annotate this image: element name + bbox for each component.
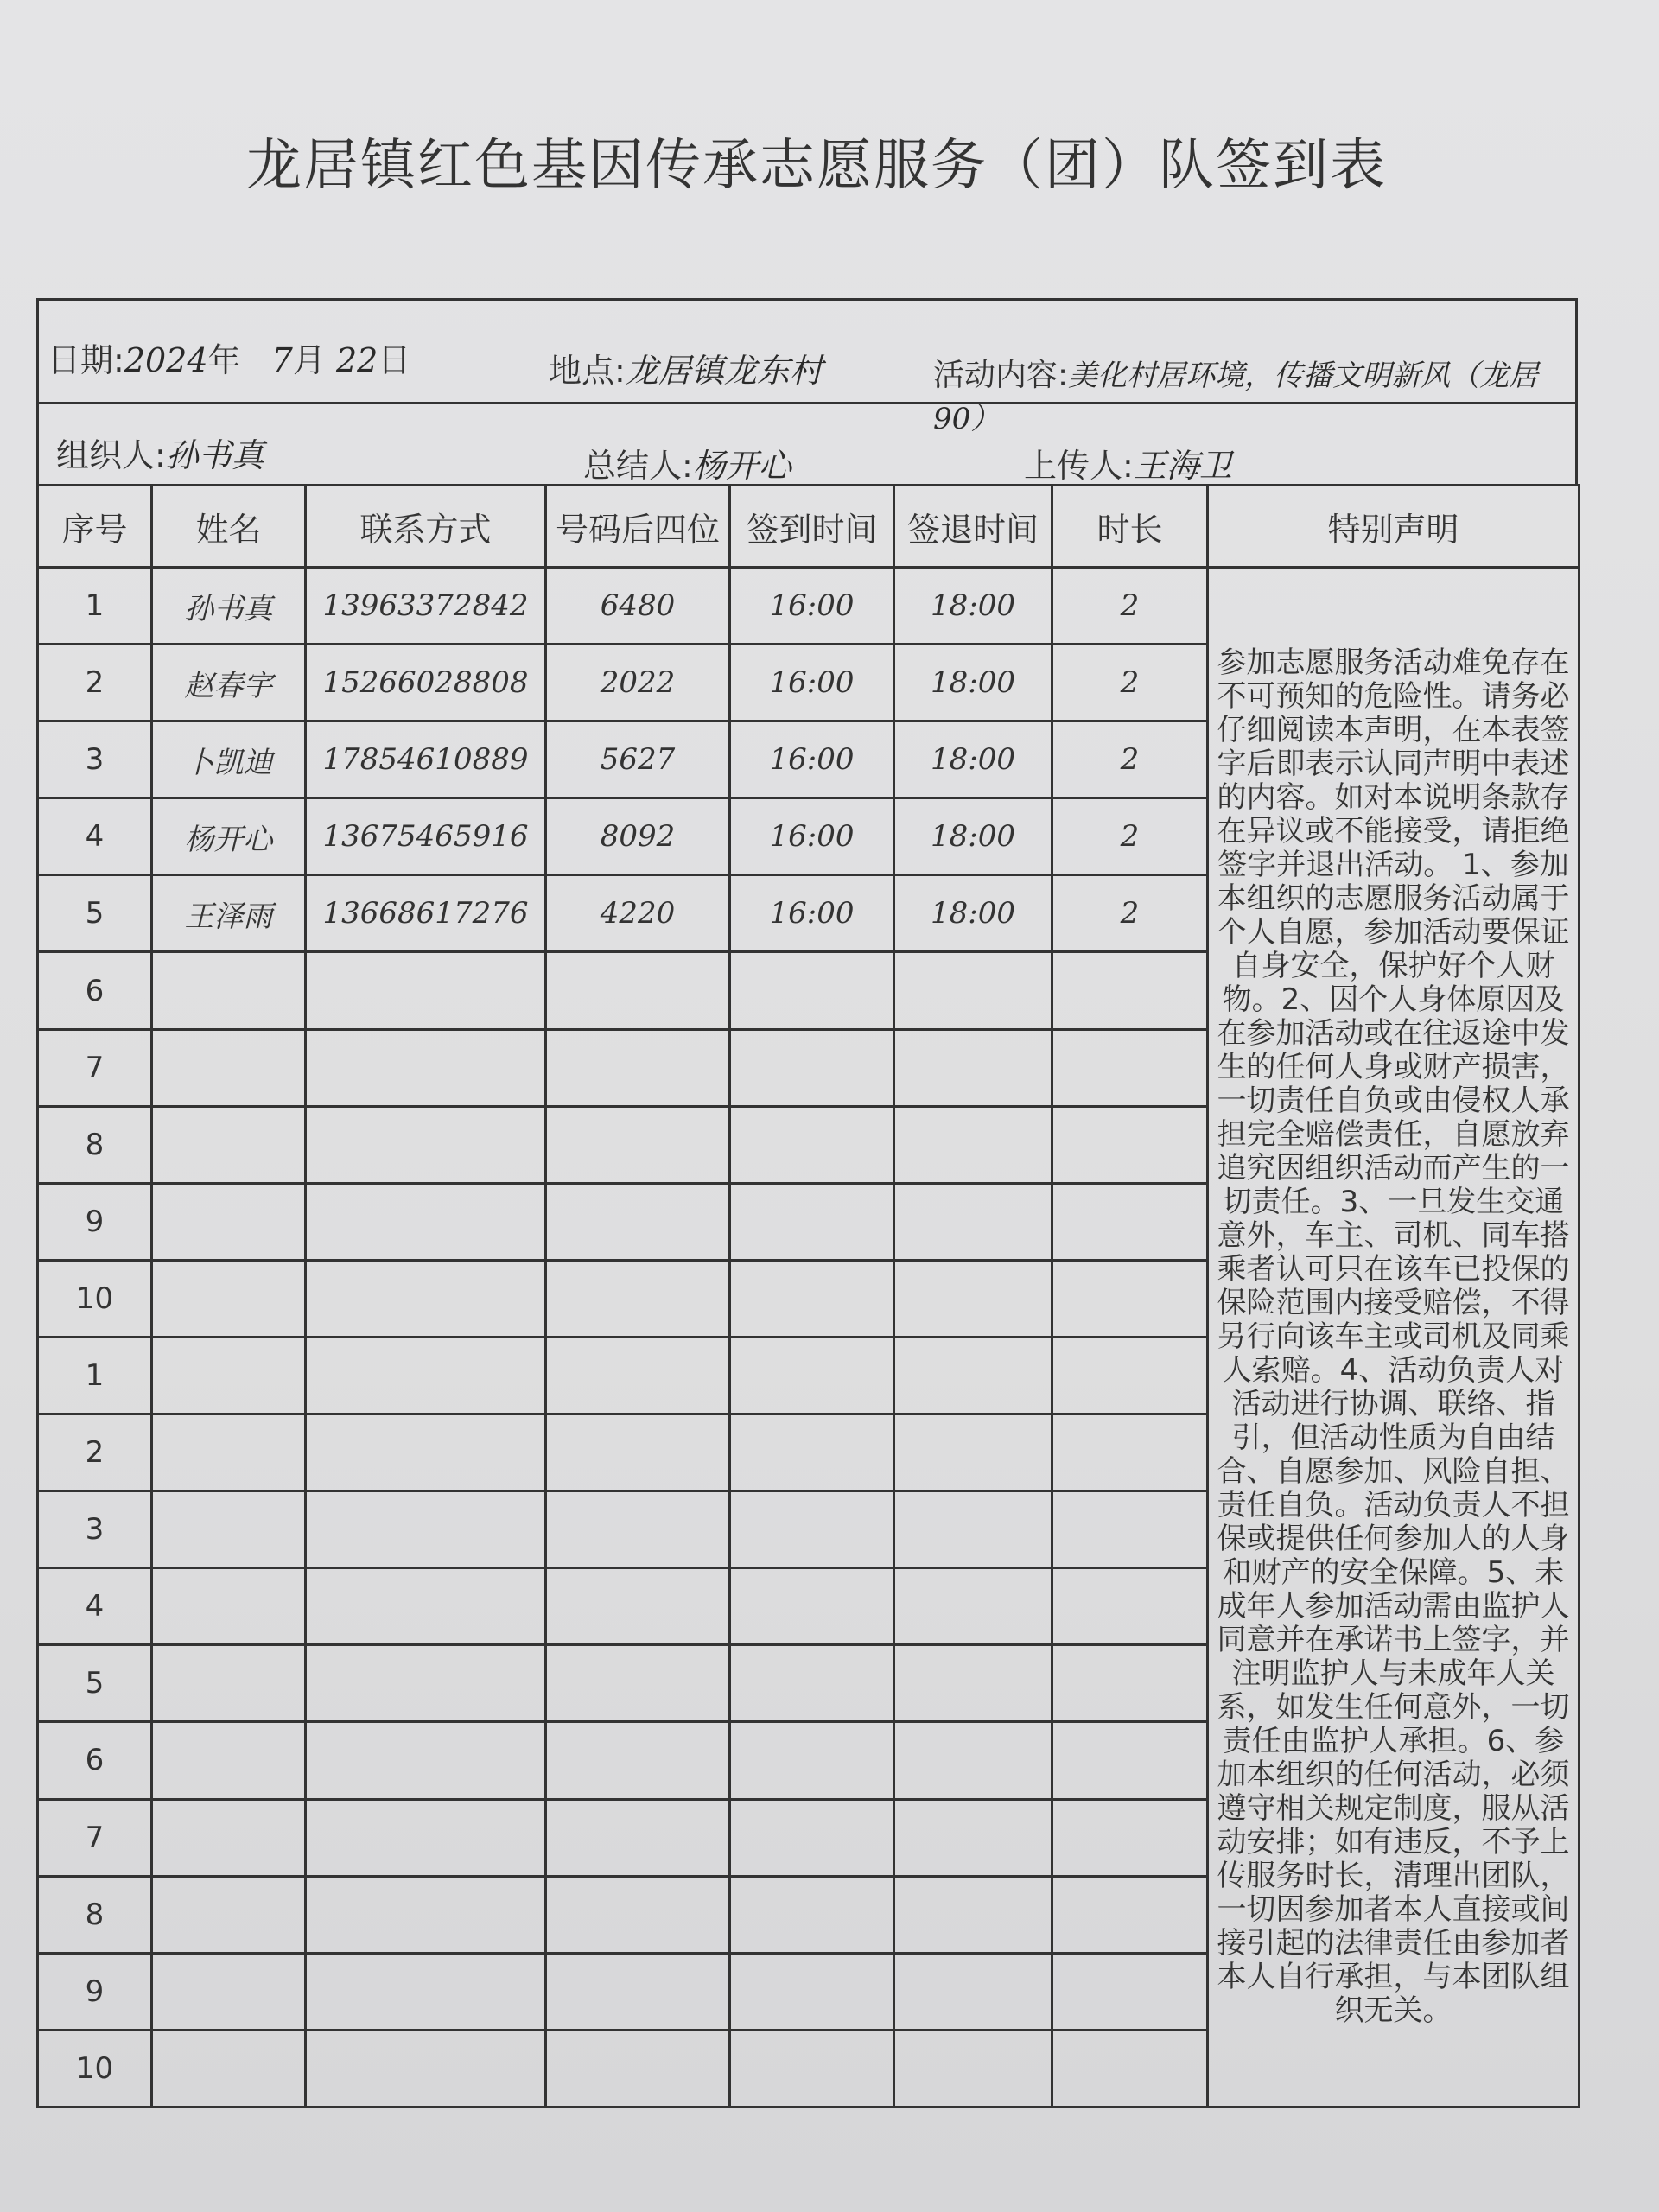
- duration-hours: 2: [1052, 568, 1208, 645]
- table-body: [38, 568, 1580, 2107]
- row-number: 3: [38, 721, 152, 798]
- duration-hours: 2: [1052, 798, 1208, 875]
- col-header-signin-time: 签到时间: [730, 486, 894, 568]
- phone-last-four: [546, 1568, 730, 1645]
- date-field: [48, 334, 410, 381]
- row-number: 8: [38, 1106, 152, 1183]
- participant-name: [152, 1645, 306, 1722]
- participant-name: [152, 1029, 306, 1106]
- duration-hours: [1052, 1414, 1208, 1491]
- date-day: 22: [335, 341, 378, 379]
- duration-hours: 2: [1052, 875, 1208, 952]
- row-number: 5: [38, 875, 152, 952]
- row-number: 9: [38, 1183, 152, 1260]
- duration-hours: [1052, 1106, 1208, 1183]
- row-number: 2: [38, 645, 152, 721]
- sign-in-time: [730, 1953, 894, 2030]
- col-header-contact: 联系方式: [306, 486, 546, 568]
- phone-last-four: 6480: [546, 568, 730, 645]
- phone-last-four: [546, 1029, 730, 1106]
- uploader-value: 王海卫: [1133, 447, 1232, 485]
- duration-hours: [1052, 1645, 1208, 1722]
- participant-name: [152, 1876, 306, 1953]
- row-number: 4: [38, 1568, 152, 1645]
- row-number: 7: [38, 1799, 152, 1876]
- participant-name: [152, 1260, 306, 1337]
- info-row-date: [36, 298, 1578, 436]
- sign-in-time: [730, 1799, 894, 1876]
- sign-out-time: [894, 1568, 1052, 1645]
- sign-in-time: [730, 1337, 894, 1414]
- sign-out-time: [894, 1029, 1052, 1106]
- activity-value: 美化村居环境，传播文明新风（龙居90）: [933, 359, 1539, 436]
- sign-out-time: [894, 1645, 1052, 1722]
- phone-last-four: [546, 1260, 730, 1337]
- sign-in-time: [730, 1414, 894, 1491]
- duration-hours: 2: [1052, 645, 1208, 721]
- sign-in-time: [730, 1722, 894, 1799]
- duration-hours: [1052, 1337, 1208, 1414]
- date-month-unit: 月: [292, 341, 326, 379]
- row-number: 2: [38, 1414, 152, 1491]
- duration-hours: [1052, 1953, 1208, 2030]
- phone-last-four: [546, 952, 730, 1029]
- row-number: 10: [38, 1260, 152, 1337]
- sign-in-time: 16:00: [730, 875, 894, 952]
- contact-phone: [306, 1953, 546, 2030]
- location-label: 地点:: [549, 352, 626, 390]
- date-day-unit: 日: [378, 341, 411, 379]
- sign-in-time: [730, 1260, 894, 1337]
- table-header-row: [38, 486, 1580, 568]
- table-row: [38, 568, 1580, 645]
- sign-out-time: 18:00: [894, 568, 1052, 645]
- sign-in-time: 16:00: [730, 568, 894, 645]
- duration-hours: [1052, 952, 1208, 1029]
- contact-phone: [306, 1568, 546, 1645]
- sign-in-time: [730, 1029, 894, 1106]
- duration-hours: [1052, 1568, 1208, 1645]
- sign-in-table: [36, 484, 1580, 2108]
- participant-name: [152, 1491, 306, 1568]
- contact-phone: 17854610889: [306, 721, 546, 798]
- participant-name: [152, 1722, 306, 1799]
- contact-phone: [306, 1183, 546, 1260]
- participant-name: 杨开心: [152, 798, 306, 875]
- uploader-label: 上传人:: [1024, 447, 1134, 485]
- row-number: 3: [38, 1491, 152, 1568]
- summarizer-field: [583, 439, 791, 486]
- phone-last-four: [546, 1414, 730, 1491]
- sign-in-time: [730, 2030, 894, 2107]
- participant-name: [152, 1568, 306, 1645]
- duration-hours: [1052, 1260, 1208, 1337]
- phone-last-four: [546, 1491, 730, 1568]
- sign-in-time: [730, 1106, 894, 1183]
- phone-last-four: [546, 1106, 730, 1183]
- sign-out-time: [894, 2030, 1052, 2107]
- row-number: 1: [38, 1337, 152, 1414]
- location-field: [549, 344, 823, 391]
- contact-phone: [306, 1260, 546, 1337]
- phone-last-four: [546, 1183, 730, 1260]
- organizer-field: [56, 429, 264, 476]
- participant-name: 王泽雨: [152, 875, 306, 952]
- contact-phone: [306, 2030, 546, 2107]
- duration-hours: [1052, 2030, 1208, 2107]
- phone-last-four: [546, 1953, 730, 2030]
- row-number: 6: [38, 1722, 152, 1799]
- contact-phone: 15266028808: [306, 645, 546, 721]
- sign-out-time: [894, 1260, 1052, 1337]
- sign-out-time: [894, 1183, 1052, 1260]
- organizer-value: 孙书真: [165, 436, 264, 474]
- contact-phone: [306, 1337, 546, 1414]
- sign-out-time: [894, 1414, 1052, 1491]
- phone-last-four: [546, 1337, 730, 1414]
- duration-hours: [1052, 1876, 1208, 1953]
- duration-hours: 2: [1052, 721, 1208, 798]
- location-value: 龙居镇龙东村: [625, 352, 823, 390]
- col-header-duration: 时长: [1052, 486, 1208, 568]
- sign-out-time: [894, 1491, 1052, 1568]
- sign-out-time: [894, 1876, 1052, 1953]
- contact-phone: [306, 1645, 546, 1722]
- phone-last-four: [546, 1722, 730, 1799]
- row-number: 6: [38, 952, 152, 1029]
- duration-hours: [1052, 1722, 1208, 1799]
- organizer-label: 组织人:: [56, 436, 166, 474]
- contact-phone: 13668617276: [306, 875, 546, 952]
- contact-phone: 13963372842: [306, 568, 546, 645]
- sign-out-time: 18:00: [894, 645, 1052, 721]
- summarizer-label: 总结人:: [583, 447, 693, 485]
- sign-out-time: 18:00: [894, 798, 1052, 875]
- phone-last-four: [546, 2030, 730, 2107]
- row-number: 8: [38, 1876, 152, 1953]
- row-number: 1: [38, 568, 152, 645]
- duration-hours: [1052, 1799, 1208, 1876]
- col-header-no: 序号: [38, 486, 152, 568]
- participant-name: 赵春宇: [152, 645, 306, 721]
- sign-out-time: 18:00: [894, 721, 1052, 798]
- phone-last-four: [546, 1645, 730, 1722]
- sign-in-time: [730, 1491, 894, 1568]
- phone-last-four: 4220: [546, 875, 730, 952]
- participant-name: 孙书真: [152, 568, 306, 645]
- contact-phone: [306, 1722, 546, 1799]
- date-month: 7: [271, 341, 293, 379]
- participant-name: [152, 1106, 306, 1183]
- sign-out-time: [894, 1106, 1052, 1183]
- contact-phone: [306, 1876, 546, 1953]
- phone-last-four: 2022: [546, 645, 730, 721]
- info-row-people: [36, 402, 1578, 485]
- contact-phone: [306, 1799, 546, 1876]
- date-year: 2024: [124, 341, 208, 379]
- participant-name: [152, 1337, 306, 1414]
- duration-hours: [1052, 1183, 1208, 1260]
- summarizer-value: 杨开心: [692, 447, 791, 485]
- participant-name: [152, 1953, 306, 2030]
- phone-last-four: 5627: [546, 721, 730, 798]
- contact-phone: [306, 952, 546, 1029]
- duration-hours: [1052, 1491, 1208, 1568]
- row-number: 9: [38, 1953, 152, 2030]
- row-number: 7: [38, 1029, 152, 1106]
- row-number: 10: [38, 2030, 152, 2107]
- sign-in-time: 16:00: [730, 645, 894, 721]
- sign-in-time: 16:00: [730, 721, 894, 798]
- sign-in-time: [730, 1183, 894, 1260]
- special-declaration-text: 参加志愿服务活动难免存在不可预知的危险性。请务必仔细阅读本声明，在本表签字后即表示认同声明中表述的内容。如对本说明条款存在异议或不能接受，请拒绝签字并退出活动。 1、参加本组织的志愿服务活动属于个人自愿，参加活动要保证自身安全，保护好个人财物。2、因个人身体原因及在参加活动或在往返途中发生的任何人身或财产损害，一切责任自负或由侵权人承担完全赔偿责任，自愿放弃追究因组织活动而产生的一切责任。3、一旦发生交通意外，车主、司机、同车搭乘者认可只在该车已投保的保险范围内接受赔偿，不得另行向该车主或司机及同乘人索赔。4、活动负责人对活动进行协调、联络、指引，但活动性质为自由结合、自愿参加、风险自担、责任自负。活动负责人不担保或提供任何参加人的人身和财产的安全保障。5、未成年人参加活动需由监护人同意并在承诺书上签字，并注明监护人与未成年人关系，如发生任何意外，一切责任由监护人承担。6、参加本组织的任何活动，必须遵守相关规定制度，服从活动安排；如有违反，不予上传服务时长，清理出团队，一切因参加者本人直接或间接引起的法律责任由参加者本人自行承担，与本团队组织无关。: [1208, 568, 1580, 2107]
- sign-in-time: [730, 1645, 894, 1722]
- sign-out-time: [894, 1953, 1052, 2030]
- contact-phone: [306, 1491, 546, 1568]
- uploader-field: [1024, 439, 1232, 486]
- participant-name: [152, 1414, 306, 1491]
- sign-in-time: [730, 952, 894, 1029]
- phone-last-four: [546, 1799, 730, 1876]
- contact-phone: [306, 1106, 546, 1183]
- contact-phone: [306, 1414, 546, 1491]
- col-header-name: 姓名: [152, 486, 306, 568]
- row-number: 4: [38, 798, 152, 875]
- page-title: 龙居镇红色基因传承志愿服务（团）队签到表: [246, 134, 1387, 198]
- date-year-unit: 年: [207, 341, 241, 379]
- sign-in-time: 16:00: [730, 798, 894, 875]
- participant-name: [152, 1799, 306, 1876]
- contact-phone: [306, 1029, 546, 1106]
- phone-last-four: [546, 1876, 730, 1953]
- col-header-last4: 号码后四位: [546, 486, 730, 568]
- duration-hours: [1052, 1029, 1208, 1106]
- sign-out-time: [894, 1722, 1052, 1799]
- sign-out-time: 18:00: [894, 875, 1052, 952]
- sign-in-time: [730, 1876, 894, 1953]
- contact-phone: 13675465916: [306, 798, 546, 875]
- col-header-declaration: 特别声明: [1208, 486, 1580, 568]
- phone-last-four: 8092: [546, 798, 730, 875]
- participant-name: [152, 1183, 306, 1260]
- participant-name: 卜凯迪: [152, 721, 306, 798]
- row-number: 5: [38, 1645, 152, 1722]
- date-label: 日期:: [48, 341, 124, 379]
- sign-out-time: [894, 952, 1052, 1029]
- sign-in-time: [730, 1568, 894, 1645]
- participant-name: [152, 2030, 306, 2107]
- participant-name: [152, 952, 306, 1029]
- sign-out-time: [894, 1337, 1052, 1414]
- sign-out-time: [894, 1799, 1052, 1876]
- col-header-signout-time: 签退时间: [894, 486, 1052, 568]
- activity-label: 活动内容:: [933, 358, 1069, 393]
